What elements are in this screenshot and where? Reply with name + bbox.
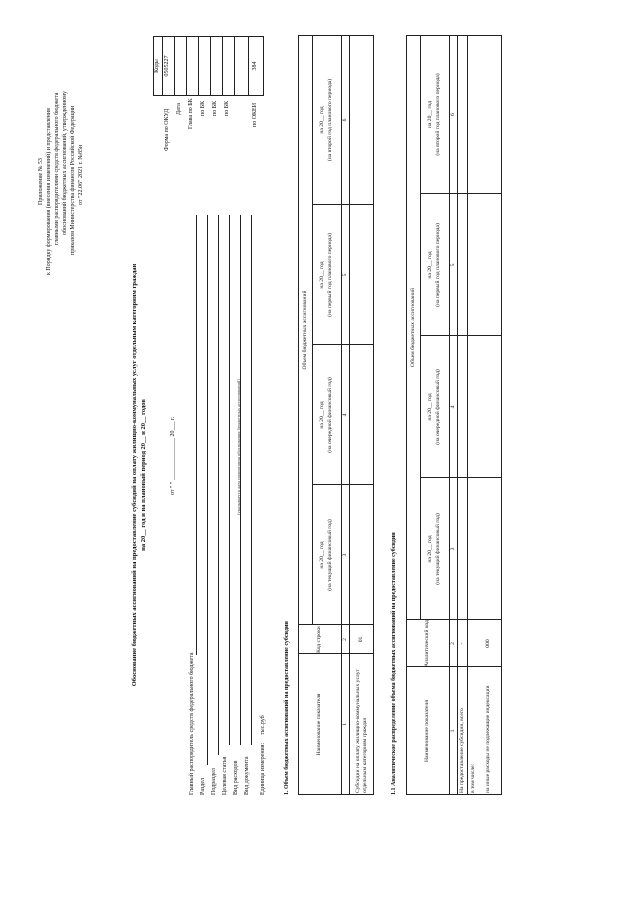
s11-p4-year: на 20__ год: [426, 100, 433, 129]
code-label-okei: по ОКЕИ: [252, 102, 258, 127]
s11-col-code: Аналитический код: [424, 620, 431, 667]
s11-p2-note: (на очередной финансовый год): [434, 369, 441, 445]
field-expense-type: Вид расходов: [233, 760, 239, 795]
appendix-line1: к Порядку формирования (внесения изменений) и представления: [46, 108, 52, 275]
s1-p3-note: (на первый год планового периода): [326, 233, 333, 317]
s11-num-4: 4: [449, 405, 456, 409]
s1-row-name: Субсидии на оплату жилищно-коммунальных услуг отдельным категориям граждан: [355, 669, 368, 793]
section1-heading: 1. Объем бюджетных ассигнований на предоставление субсидии: [284, 621, 290, 795]
s1-p1-note: (на текущий финансовый год): [326, 519, 333, 591]
s1-row-code: 01: [358, 636, 365, 643]
codes-header: Коды: [154, 59, 160, 73]
unit-value: тыс.руб: [260, 715, 266, 735]
s1-group-header: Объем бюджетных ассигнований: [301, 290, 308, 370]
appendix-line2: главными распорядителями средств федерального бюджета: [54, 92, 60, 245]
s11-row-total-code: -: [458, 642, 465, 645]
s11-p2-year: на 20__ год: [426, 393, 433, 421]
code-label-okud: Форма по ОКУД: [164, 108, 170, 151]
s11-row-other-name: на иные расходы не подлежащие индексации: [484, 685, 491, 793]
s11-group-header: Объем бюджетных ассигнований: [409, 288, 416, 367]
document-title: Обоснование бюджетных ассигнований на предоставление субсидий на оплату жилищно-коммунальных услуг отдельным категориям граждан: [131, 263, 138, 687]
s1-p4-note: (на второй год планового периода): [326, 78, 333, 162]
s1-num-4: 4: [341, 413, 348, 417]
s11-row-other-code: 000: [484, 639, 491, 648]
code-label-date: Дата: [176, 103, 182, 115]
s1-col-code: Код строки: [316, 626, 323, 653]
appendix-line3: обоснований бюджетных ассигнований, утвержденному: [62, 91, 68, 235]
appendix-line4: приказом Министерства финансов Российской Федерации: [70, 105, 76, 255]
s11-col-name: Наименование показателя: [424, 700, 431, 762]
s1-num-1: 1: [341, 723, 348, 726]
code-label-bk1: по БК: [200, 100, 206, 116]
s1-p1-year: на 20__ год: [318, 541, 325, 569]
document-subtitle: на 20__ год и на плановый период 20__ и 20__ годов: [140, 399, 147, 551]
s1-p2-note: (на очередной финансовый год): [326, 377, 333, 453]
field-target-article: Целевая статья: [222, 756, 228, 795]
s1-num-2: 2: [341, 638, 348, 641]
section11-heading: 1.1 Аналитическое распределение объема бюджетных ассигнований на предоставление субсидии: [391, 532, 397, 795]
s11-num-6: 6: [449, 113, 456, 116]
s11-num-1: 1: [449, 729, 456, 733]
code-label-chapter: Глава по БК: [188, 98, 194, 129]
s11-row-incl-name: в том числе:: [469, 763, 476, 793]
s1-num-3: 3: [341, 553, 348, 557]
date-line: от " " ______________ 20___ г.: [170, 416, 176, 495]
code-value-okei: 384: [252, 61, 258, 71]
s11-num-5: 5: [449, 263, 456, 267]
s1-p4-year: на 20__ год: [318, 106, 325, 134]
code-label-bk3: по БК: [224, 100, 230, 116]
appendix-line5: от "22.06" 2021 г. №85н: [78, 144, 84, 205]
field-section: Раздел: [200, 778, 206, 795]
date-note: (указывается дата подписания обоснования бюджетных ассигнований): [236, 379, 241, 515]
s1-p2-year: на 20__ год: [318, 401, 325, 429]
s11-row-total-name: На предоставление субсидии, всего: [458, 708, 465, 793]
s1-p3-year: на 20__ год: [318, 261, 325, 289]
code-value-okud: 0505227: [164, 55, 170, 77]
s1-num-6: 6: [341, 118, 348, 122]
code-label-bk2: по БК: [212, 100, 218, 116]
field-subsection: Подраздел: [211, 768, 217, 795]
appendix-number: Приложение № 53: [38, 158, 44, 205]
s11-num-2: 2: [449, 642, 456, 645]
s11-p1-note: (на текущий финансовый год): [434, 513, 441, 585]
field-main-distributor: Главный распорядитель средств федерального бюджета: [189, 652, 195, 795]
s11-p3-note: (на первый год планового периода): [434, 223, 441, 307]
s11-p4-note: (на второй год планового периода): [434, 73, 441, 156]
s1-col-name: Наименование показателя: [316, 693, 323, 756]
unit-label: Единица измерения:: [260, 742, 266, 795]
field-doc-type: Вид документа: [244, 756, 250, 795]
s11-num-3: 3: [449, 547, 456, 551]
s1-num-5: 5: [341, 273, 348, 277]
s11-p3-year: на 20__ год: [426, 251, 433, 279]
s11-p1-year: на 20__ год: [426, 535, 433, 563]
